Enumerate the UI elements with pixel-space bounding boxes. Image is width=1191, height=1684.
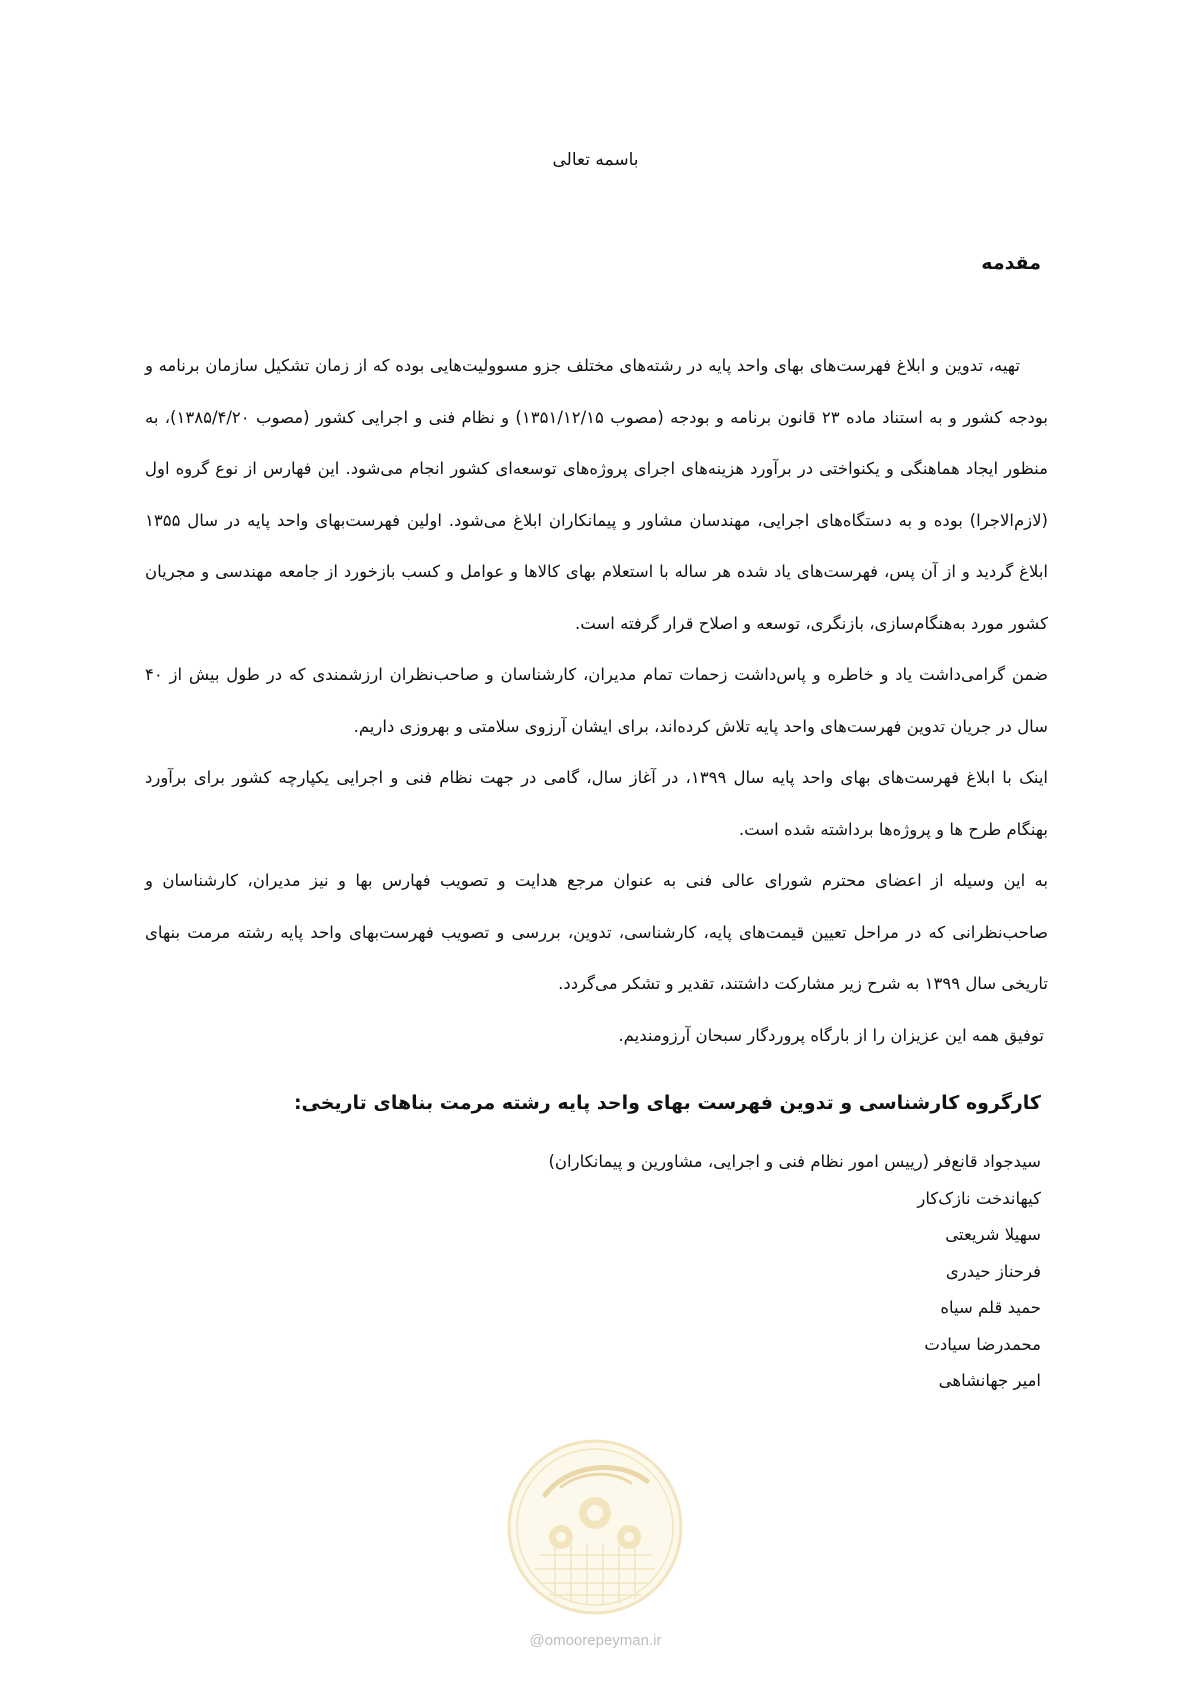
member-name: امیر جهانشاهی	[938, 1371, 1041, 1390]
member-name: سهیلا شریعتی	[945, 1225, 1041, 1244]
member-name: کیهاندخت نازک‌کار	[917, 1188, 1041, 1208]
member-name: محمدرضا سیادت	[924, 1334, 1041, 1354]
watermark-logo	[505, 1437, 685, 1617]
section-heading: مقدمه	[981, 252, 1041, 274]
paragraph: ضمن گرامی‌داشت یاد و خاطره و پاس‌داشت زحمات تمام مدیران، کارشناسان و صاحب‌نظران ارزشمندی که در طول بیش از ۴۰ سال در جریان تدوین فهرست‌های واحد پایه تلاش کرده‌اند، برای ایشان آرزوی سلامتی و بهروزی داریم.	[145, 665, 1048, 736]
paragraph: به این وسیله از اعضای محترم شورای عالی فنی به عنوان مرجع هدایت و تصویب فهارس بها و نیز مدیران، کارشناسان و صاحب‌نظرانی که در مراحل تعیین قیمت‌های پایه، کارشناسی، تدوین، بررسی و تصویب فهرست‌بهای واحد پایه رشته مرمت بنهای تاریخی سال ۱۳۹۹ به شرح زیر مشارکت داشتند، تقدیر و تشکر می‌گردد.	[145, 871, 1048, 993]
paragraph: توفیق همه این عزیزان را از بارگاه پروردگار سبحان آرزومندیم.	[618, 1025, 1044, 1045]
paragraph: تهیه، تدوین و ابلاغ فهرست‌های بهای واحد پایه در رشته‌های مختلف جزو مسوولیت‌هایی بوده که از زمان تشکیل سازمان برنامه و بودجه کشور و به استناد ماده ۲۳ قانون برنامه و بودجه (مصوب ۱۳۵۱/۱۲/۱۵) و نظام فنی و اجرایی کشور (مصوب ۱۳۸۵/۴/۲۰)، به منظور ایجاد هماهنگی و یکنواختی در برآورد هزینه‌های اجرای پروژه‌های توسعه‌ای کشور انجام می‌شود. این فهارس از نوع گروه اول (لازم‌الاجرا) بوده و به دستگاه‌های اجرایی، مهندسان مشاور و پیمانکاران ابلاغ می‌شود. اولین فهرست‌بهای واحد پایه در سال ۱۳۵۵ ابلاغ گردید و از آن پس، فهرست‌های یاد شده هر ساله با استعلام بهای کالاها و عوامل و کسب بازخورد از جامعه مهندسی و مجریان کشور مورد به‌هنگام‌سازی، بازنگری، توسعه و اصلاح قرار گرفته است.	[145, 356, 1048, 633]
member-name: حمید قلم سیاه	[940, 1298, 1041, 1317]
member-list	[549, 1144, 1042, 1400]
member-name: فرحناز حیدری	[945, 1261, 1041, 1281]
basmala: باسمه تعالی	[552, 150, 639, 170]
paragraph: اینک با ابلاغ فهرست‌های بهای واحد پایه سال ۱۳۹۹، در آغاز سال، گامی در جهت نظام فنی و اجرایی یکپارچه کشور برای برآورد بهنگام طرح ها و پروژه‌ها برداشته شده است.	[145, 768, 1048, 839]
introduction-body	[145, 340, 1048, 1061]
member-name: سیدجواد قانع‌فر (رییس امور نظام فنی و اجرایی، مشاورین و پیمانکاران)	[548, 1152, 1041, 1171]
watermark-url: @omoorepeyman.ir	[529, 1632, 662, 1649]
working-group-title: کارگروه کارشناسی و تدوین فهرست بهای واحد پایه رشته مرمت بناهای تاریخی:	[293, 1092, 1041, 1114]
